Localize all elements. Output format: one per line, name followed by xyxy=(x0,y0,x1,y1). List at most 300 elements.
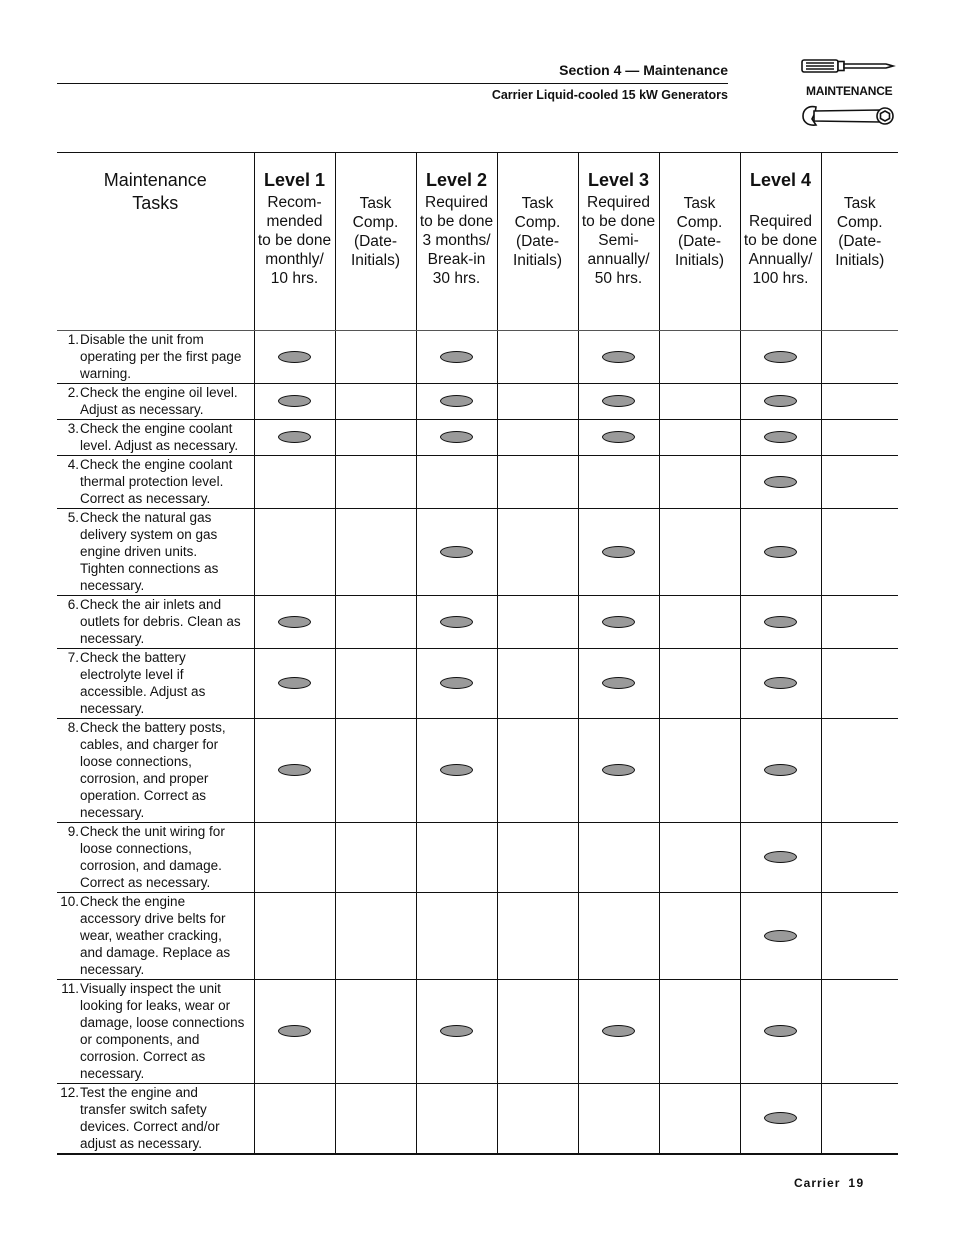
task-item xyxy=(57,596,252,647)
level-2-completion-cell[interactable] xyxy=(497,980,578,1084)
task-item xyxy=(57,1084,252,1152)
level-1-completion-cell[interactable] xyxy=(335,649,416,719)
required-oval-icon xyxy=(440,616,473,628)
level-1-cell xyxy=(254,823,335,893)
level-3-cell xyxy=(578,980,659,1084)
task-item xyxy=(57,331,252,382)
task-text xyxy=(79,331,252,382)
task-text-line: Check the engine coolant xyxy=(80,457,233,472)
task-text-line: looking for leaks, wear or xyxy=(80,998,231,1013)
task-description-cell xyxy=(57,596,254,649)
task-text-line: outlets for debris. Clean as xyxy=(80,614,241,629)
required-oval-icon xyxy=(764,351,797,363)
level-1-completion-cell[interactable] xyxy=(335,456,416,509)
task-text-line: thermal protection level. xyxy=(80,474,224,489)
task-text xyxy=(79,456,252,507)
level-4-cell xyxy=(740,420,821,456)
level-3-completion-cell[interactable] xyxy=(659,649,740,719)
level-4-completion-header xyxy=(821,153,898,331)
task-text-line: necessary. xyxy=(80,578,145,593)
required-oval-icon xyxy=(764,1025,797,1037)
required-oval-icon xyxy=(278,395,311,407)
task-text-line: corrosion. Correct as xyxy=(80,1049,206,1064)
task-text xyxy=(79,596,252,647)
comp-header-line: (Date- xyxy=(353,233,398,250)
level-1-cell xyxy=(254,331,335,384)
task-text-line: Check the battery posts, xyxy=(80,720,226,735)
level-1-cell xyxy=(254,420,335,456)
level-2-cell xyxy=(416,509,497,596)
required-oval-icon xyxy=(764,476,797,488)
level-4-cell xyxy=(740,509,821,596)
level-2-header xyxy=(416,153,497,331)
level-1-cell xyxy=(254,649,335,719)
task-text-line: accessible. Adjust as xyxy=(80,684,206,699)
required-oval-icon xyxy=(278,431,311,443)
task-text xyxy=(79,509,252,594)
task-text-line: operation. Correct as xyxy=(80,788,207,803)
comp-header-line: Comp. xyxy=(352,214,399,231)
required-oval-icon xyxy=(764,431,797,443)
level-4-completion-cell[interactable] xyxy=(821,980,898,1084)
task-column-header xyxy=(57,153,254,331)
level-desc-line: Semi- xyxy=(598,232,639,249)
task-item xyxy=(57,823,252,891)
required-oval-icon xyxy=(440,764,473,776)
task-number: 1. xyxy=(67,332,79,347)
task-description-cell xyxy=(57,331,254,384)
level-4-completion-cell[interactable] xyxy=(821,823,898,893)
level-1-completion-cell[interactable] xyxy=(335,596,416,649)
comp-header-line: Task xyxy=(359,195,392,212)
task-text xyxy=(79,893,252,978)
level-4-completion-cell[interactable] xyxy=(821,456,898,509)
required-oval-icon xyxy=(764,395,797,407)
task-text-line: adjust as necessary. xyxy=(80,1136,203,1151)
level-3-cell xyxy=(578,719,659,823)
task-text-line: necessary. xyxy=(80,631,145,646)
comp-header-line: Task xyxy=(843,195,876,212)
level-1-completion-cell[interactable] xyxy=(335,509,416,596)
level-3-cell xyxy=(578,1084,659,1155)
level-desc-line: 100 hrs. xyxy=(752,270,809,287)
level-title: Level 3 xyxy=(587,170,650,190)
task-number: 3. xyxy=(67,421,79,436)
level-1-completion-cell[interactable] xyxy=(335,1084,416,1155)
header-rule xyxy=(57,83,728,84)
task-text xyxy=(79,420,252,454)
required-oval-icon xyxy=(602,546,635,558)
level-1-cell xyxy=(254,509,335,596)
level-1-cell xyxy=(254,456,335,509)
table-row xyxy=(57,456,898,509)
level-1-cell xyxy=(254,719,335,823)
level-3-completion-cell[interactable] xyxy=(659,1084,740,1155)
level-1-completion-cell[interactable] xyxy=(335,980,416,1084)
table-row xyxy=(57,893,898,980)
level-desc-line: Recom- xyxy=(267,194,322,211)
level-3-cell xyxy=(578,893,659,980)
task-text-line: Adjust as necessary. xyxy=(80,402,204,417)
table-row xyxy=(57,331,898,384)
level-2-completion-cell[interactable] xyxy=(497,719,578,823)
required-oval-icon xyxy=(764,616,797,628)
level-4-completion-cell[interactable] xyxy=(821,649,898,719)
task-number: 12. xyxy=(60,1085,79,1100)
comp-header-line: Task xyxy=(521,195,554,212)
table-header-row xyxy=(57,153,898,331)
task-text-line: necessary. xyxy=(80,1066,145,1081)
level-desc-line: Required xyxy=(587,194,650,211)
level-3-completion-cell[interactable] xyxy=(659,420,740,456)
level-desc-line: monthly/ xyxy=(265,251,324,268)
task-item xyxy=(57,509,252,594)
level-1-completion-cell[interactable] xyxy=(335,823,416,893)
level-title: Level 4 xyxy=(749,170,812,190)
required-oval-icon xyxy=(278,677,311,689)
required-oval-icon xyxy=(278,1025,311,1037)
level-4-completion-cell[interactable] xyxy=(821,420,898,456)
task-item xyxy=(57,420,252,454)
task-description-cell xyxy=(57,719,254,823)
level-4-cell xyxy=(740,1084,821,1155)
level-1-completion-cell[interactable] xyxy=(335,331,416,384)
table-row xyxy=(57,384,898,420)
comp-header-line: (Date- xyxy=(515,233,560,250)
level-desc-line: annually/ xyxy=(587,251,650,268)
task-text-line: Visually inspect the unit xyxy=(80,981,221,996)
level-3-completion-cell[interactable] xyxy=(659,596,740,649)
task-text-line: Correct as necessary. xyxy=(80,875,211,890)
level-3-completion-cell[interactable] xyxy=(659,456,740,509)
level-1-cell xyxy=(254,384,335,420)
task-text-line: Check the natural gas xyxy=(80,510,212,525)
task-item xyxy=(57,980,252,1082)
level-3-cell xyxy=(578,456,659,509)
level-1-completion-cell[interactable] xyxy=(335,420,416,456)
task-description-cell xyxy=(57,1084,254,1155)
task-text-line: loose connections, xyxy=(80,754,192,769)
comp-header-line: Initials) xyxy=(674,252,725,269)
level-3-completion-cell[interactable] xyxy=(659,719,740,823)
comp-header-line: Task xyxy=(683,195,716,212)
task-text-line: Check the engine oil level. xyxy=(80,385,238,400)
level-4-completion-cell[interactable] xyxy=(821,509,898,596)
task-text-line: Check the battery xyxy=(80,650,186,665)
task-text xyxy=(79,384,252,418)
task-text-line: corrosion, and damage. xyxy=(80,858,222,873)
level-4-cell xyxy=(740,384,821,420)
required-oval-icon xyxy=(602,764,635,776)
required-oval-icon xyxy=(440,1025,473,1037)
level-2-completion-cell[interactable] xyxy=(497,331,578,384)
level-4-completion-cell[interactable] xyxy=(821,384,898,420)
task-text-line: necessary. xyxy=(80,805,145,820)
level-4-completion-cell[interactable] xyxy=(821,719,898,823)
required-oval-icon xyxy=(440,351,473,363)
task-description-cell xyxy=(57,456,254,509)
level-2-completion-cell[interactable] xyxy=(497,893,578,980)
task-text-line: loose connections, xyxy=(80,841,192,856)
table-row xyxy=(57,823,898,893)
level-2-completion-cell[interactable] xyxy=(497,1084,578,1155)
page-number: 19 xyxy=(848,1176,865,1190)
level-4-completion-cell[interactable] xyxy=(821,893,898,980)
level-2-completion-cell[interactable] xyxy=(497,823,578,893)
level-2-cell xyxy=(416,649,497,719)
table-row xyxy=(57,719,898,823)
task-text-line: wear, weather cracking, xyxy=(80,928,222,943)
level-3-cell xyxy=(578,384,659,420)
level-3-cell xyxy=(578,823,659,893)
task-text-line: electrolyte level if xyxy=(80,667,184,682)
task-text xyxy=(79,823,252,891)
task-number: 2. xyxy=(67,385,79,400)
task-number: 10. xyxy=(60,894,79,909)
level-4-completion-cell[interactable] xyxy=(821,596,898,649)
comp-header-line: (Date- xyxy=(838,233,882,250)
task-text-line: damage, loose connections xyxy=(80,1015,245,1030)
task-item xyxy=(57,719,252,821)
task-item xyxy=(57,456,252,507)
table-row xyxy=(57,980,898,1084)
task-number: 7. xyxy=(67,650,79,665)
task-item xyxy=(57,893,252,978)
required-oval-icon xyxy=(764,546,797,558)
level-desc-line: 10 hrs. xyxy=(270,270,319,287)
level-1-header xyxy=(254,153,335,331)
level-4-cell xyxy=(740,893,821,980)
task-text-line: accessory drive belts for xyxy=(80,911,226,926)
required-oval-icon xyxy=(278,616,311,628)
task-text-line: Disable the unit from xyxy=(80,332,204,347)
comp-header-line: Initials) xyxy=(835,252,885,269)
level-desc-line: 50 hrs. xyxy=(594,270,643,287)
level-3-cell xyxy=(578,420,659,456)
level-3-completion-header xyxy=(659,153,740,331)
level-2-completion-cell[interactable] xyxy=(497,420,578,456)
level-3-cell xyxy=(578,509,659,596)
task-number: 4. xyxy=(67,457,79,472)
required-oval-icon xyxy=(440,546,473,558)
required-oval-icon xyxy=(278,764,311,776)
level-2-cell xyxy=(416,980,497,1084)
section-title: Section 4 — Maintenance xyxy=(559,62,728,78)
level-desc-line: 30 hrs. xyxy=(432,270,481,287)
task-description-cell xyxy=(57,980,254,1084)
level-2-cell xyxy=(416,1084,497,1155)
level-desc-line: 3 months/ xyxy=(422,232,491,249)
level-desc-line: to be done xyxy=(257,232,332,249)
required-oval-icon xyxy=(602,431,635,443)
task-text-line: level. Adjust as necessary. xyxy=(80,438,239,453)
level-4-cell xyxy=(740,331,821,384)
required-oval-icon xyxy=(440,677,473,689)
level-2-cell xyxy=(416,420,497,456)
required-oval-icon xyxy=(764,1112,797,1124)
table-row xyxy=(57,509,898,596)
level-desc-line xyxy=(741,193,821,212)
level-2-cell xyxy=(416,823,497,893)
wrench-icon xyxy=(803,107,893,126)
task-text-line: transfer switch safety xyxy=(80,1102,207,1117)
comp-header-line: (Date- xyxy=(677,233,722,250)
level-2-cell xyxy=(416,596,497,649)
screwdriver-icon xyxy=(802,60,893,72)
task-item xyxy=(57,649,252,717)
task-text-line: devices. Correct and/or xyxy=(80,1119,220,1134)
task-text-line: operating per the first page xyxy=(80,349,242,364)
level-1-cell xyxy=(254,893,335,980)
level-2-completion-cell[interactable] xyxy=(497,649,578,719)
level-4-completion-cell[interactable] xyxy=(821,1084,898,1155)
level-1-completion-cell[interactable] xyxy=(335,719,416,823)
level-3-cell xyxy=(578,596,659,649)
level-3-cell xyxy=(578,649,659,719)
task-text-line: Test the engine and xyxy=(80,1085,198,1100)
task-description-cell xyxy=(57,823,254,893)
task-text-line: or components, and xyxy=(80,1032,200,1047)
footer-brand: Carrier xyxy=(794,1176,841,1190)
level-3-completion-cell[interactable] xyxy=(659,331,740,384)
level-2-completion-header xyxy=(497,153,578,331)
task-text xyxy=(79,980,252,1082)
level-4-cell xyxy=(740,823,821,893)
level-1-completion-header xyxy=(335,153,416,331)
task-description-cell xyxy=(57,384,254,420)
task-rows xyxy=(57,331,898,1155)
task-text xyxy=(79,649,252,717)
level-desc-line: to be done xyxy=(743,232,818,249)
task-text-line: Correct as necessary. xyxy=(80,491,211,506)
page-footer xyxy=(794,1176,865,1190)
level-1-completion-cell[interactable] xyxy=(335,384,416,420)
required-oval-icon xyxy=(602,677,635,689)
level-4-cell xyxy=(740,649,821,719)
comp-header-line: Initials) xyxy=(350,252,401,269)
task-number: 8. xyxy=(67,720,79,735)
required-oval-icon xyxy=(764,677,797,689)
table-row xyxy=(57,649,898,719)
required-oval-icon xyxy=(278,351,311,363)
comp-header-line: Initials) xyxy=(512,252,563,269)
level-1-completion-cell[interactable] xyxy=(335,893,416,980)
task-text-line: Check the engine coolant xyxy=(80,421,233,436)
task-text-line: Tighten connections as xyxy=(80,561,219,576)
level-1-cell xyxy=(254,596,335,649)
task-text-line: Check the unit wiring for xyxy=(80,824,225,839)
maintenance-schedule-table xyxy=(57,152,898,1155)
task-text-line: Check the air inlets and xyxy=(80,597,222,612)
required-oval-icon xyxy=(602,616,635,628)
level-2-cell xyxy=(416,719,497,823)
task-text-line: and damage. Replace as xyxy=(80,945,231,960)
level-desc-line: Required xyxy=(749,213,812,230)
required-oval-icon xyxy=(764,764,797,776)
comp-header-line: Comp. xyxy=(836,214,883,231)
level-desc-line: to be done xyxy=(419,213,494,230)
task-number: 5. xyxy=(67,510,79,525)
task-text xyxy=(79,719,252,821)
logo-text: MAINTENANCE xyxy=(806,84,893,98)
task-text-line: corrosion, and proper xyxy=(80,771,209,786)
task-number: 11. xyxy=(61,981,79,996)
level-3-cell xyxy=(578,331,659,384)
level-4-cell xyxy=(740,719,821,823)
level-2-cell xyxy=(416,384,497,420)
task-description-cell xyxy=(57,893,254,980)
table-row xyxy=(57,420,898,456)
level-1-cell xyxy=(254,1084,335,1155)
level-4-cell xyxy=(740,456,821,509)
level-2-completion-cell[interactable] xyxy=(497,456,578,509)
level-desc-line: Required xyxy=(425,194,488,211)
document-title: Carrier Liquid-cooled 15 kW Generators xyxy=(491,88,728,102)
task-text-line: cables, and charger for xyxy=(80,737,219,752)
task-description-cell xyxy=(57,649,254,719)
required-oval-icon xyxy=(602,395,635,407)
task-item xyxy=(57,384,252,418)
level-4-cell xyxy=(740,596,821,649)
table-row xyxy=(57,1084,898,1155)
level-2-completion-cell[interactable] xyxy=(497,509,578,596)
level-2-cell xyxy=(416,893,497,980)
level-2-completion-cell[interactable] xyxy=(497,596,578,649)
task-text xyxy=(79,1084,252,1152)
level-3-completion-cell[interactable] xyxy=(659,384,740,420)
task-description-cell xyxy=(57,509,254,596)
level-title: Level 1 xyxy=(263,170,326,190)
task-header-line: Maintenance xyxy=(103,170,207,190)
level-1-cell xyxy=(254,980,335,1084)
level-3-completion-cell[interactable] xyxy=(659,980,740,1084)
task-number: 6. xyxy=(67,597,79,612)
level-3-completion-cell[interactable] xyxy=(659,823,740,893)
task-text-line: necessary. xyxy=(80,701,145,716)
required-oval-icon xyxy=(764,851,797,863)
table-row xyxy=(57,596,898,649)
task-text-line: warning. xyxy=(80,366,132,381)
task-header-line: Tasks xyxy=(132,193,179,213)
level-desc-line: to be done xyxy=(581,213,656,230)
task-text-line: necessary. xyxy=(80,962,145,977)
required-oval-icon xyxy=(440,431,473,443)
level-2-cell xyxy=(416,331,497,384)
level-3-completion-cell[interactable] xyxy=(659,509,740,596)
task-text-line: engine driven units. xyxy=(80,544,198,559)
level-4-header xyxy=(740,153,821,331)
level-2-completion-cell[interactable] xyxy=(497,384,578,420)
task-text-line: delivery system on gas xyxy=(80,527,218,542)
level-title: Level 2 xyxy=(425,170,488,190)
level-3-completion-cell[interactable] xyxy=(659,893,740,980)
required-oval-icon xyxy=(602,351,635,363)
level-4-cell xyxy=(740,980,821,1084)
level-desc-line: Break-in xyxy=(427,251,486,268)
task-text-line: Check the engine xyxy=(80,894,186,909)
level-desc-line: mended xyxy=(266,213,323,230)
task-description-cell xyxy=(57,420,254,456)
required-oval-icon xyxy=(602,1025,635,1037)
task-number: 9. xyxy=(67,824,79,839)
required-oval-icon xyxy=(764,930,797,942)
level-4-completion-cell[interactable] xyxy=(821,331,898,384)
required-oval-icon xyxy=(440,395,473,407)
level-3-header xyxy=(578,153,659,331)
level-desc-line: Annually/ xyxy=(748,251,813,268)
comp-header-line: Comp. xyxy=(514,214,561,231)
level-2-cell xyxy=(416,456,497,509)
